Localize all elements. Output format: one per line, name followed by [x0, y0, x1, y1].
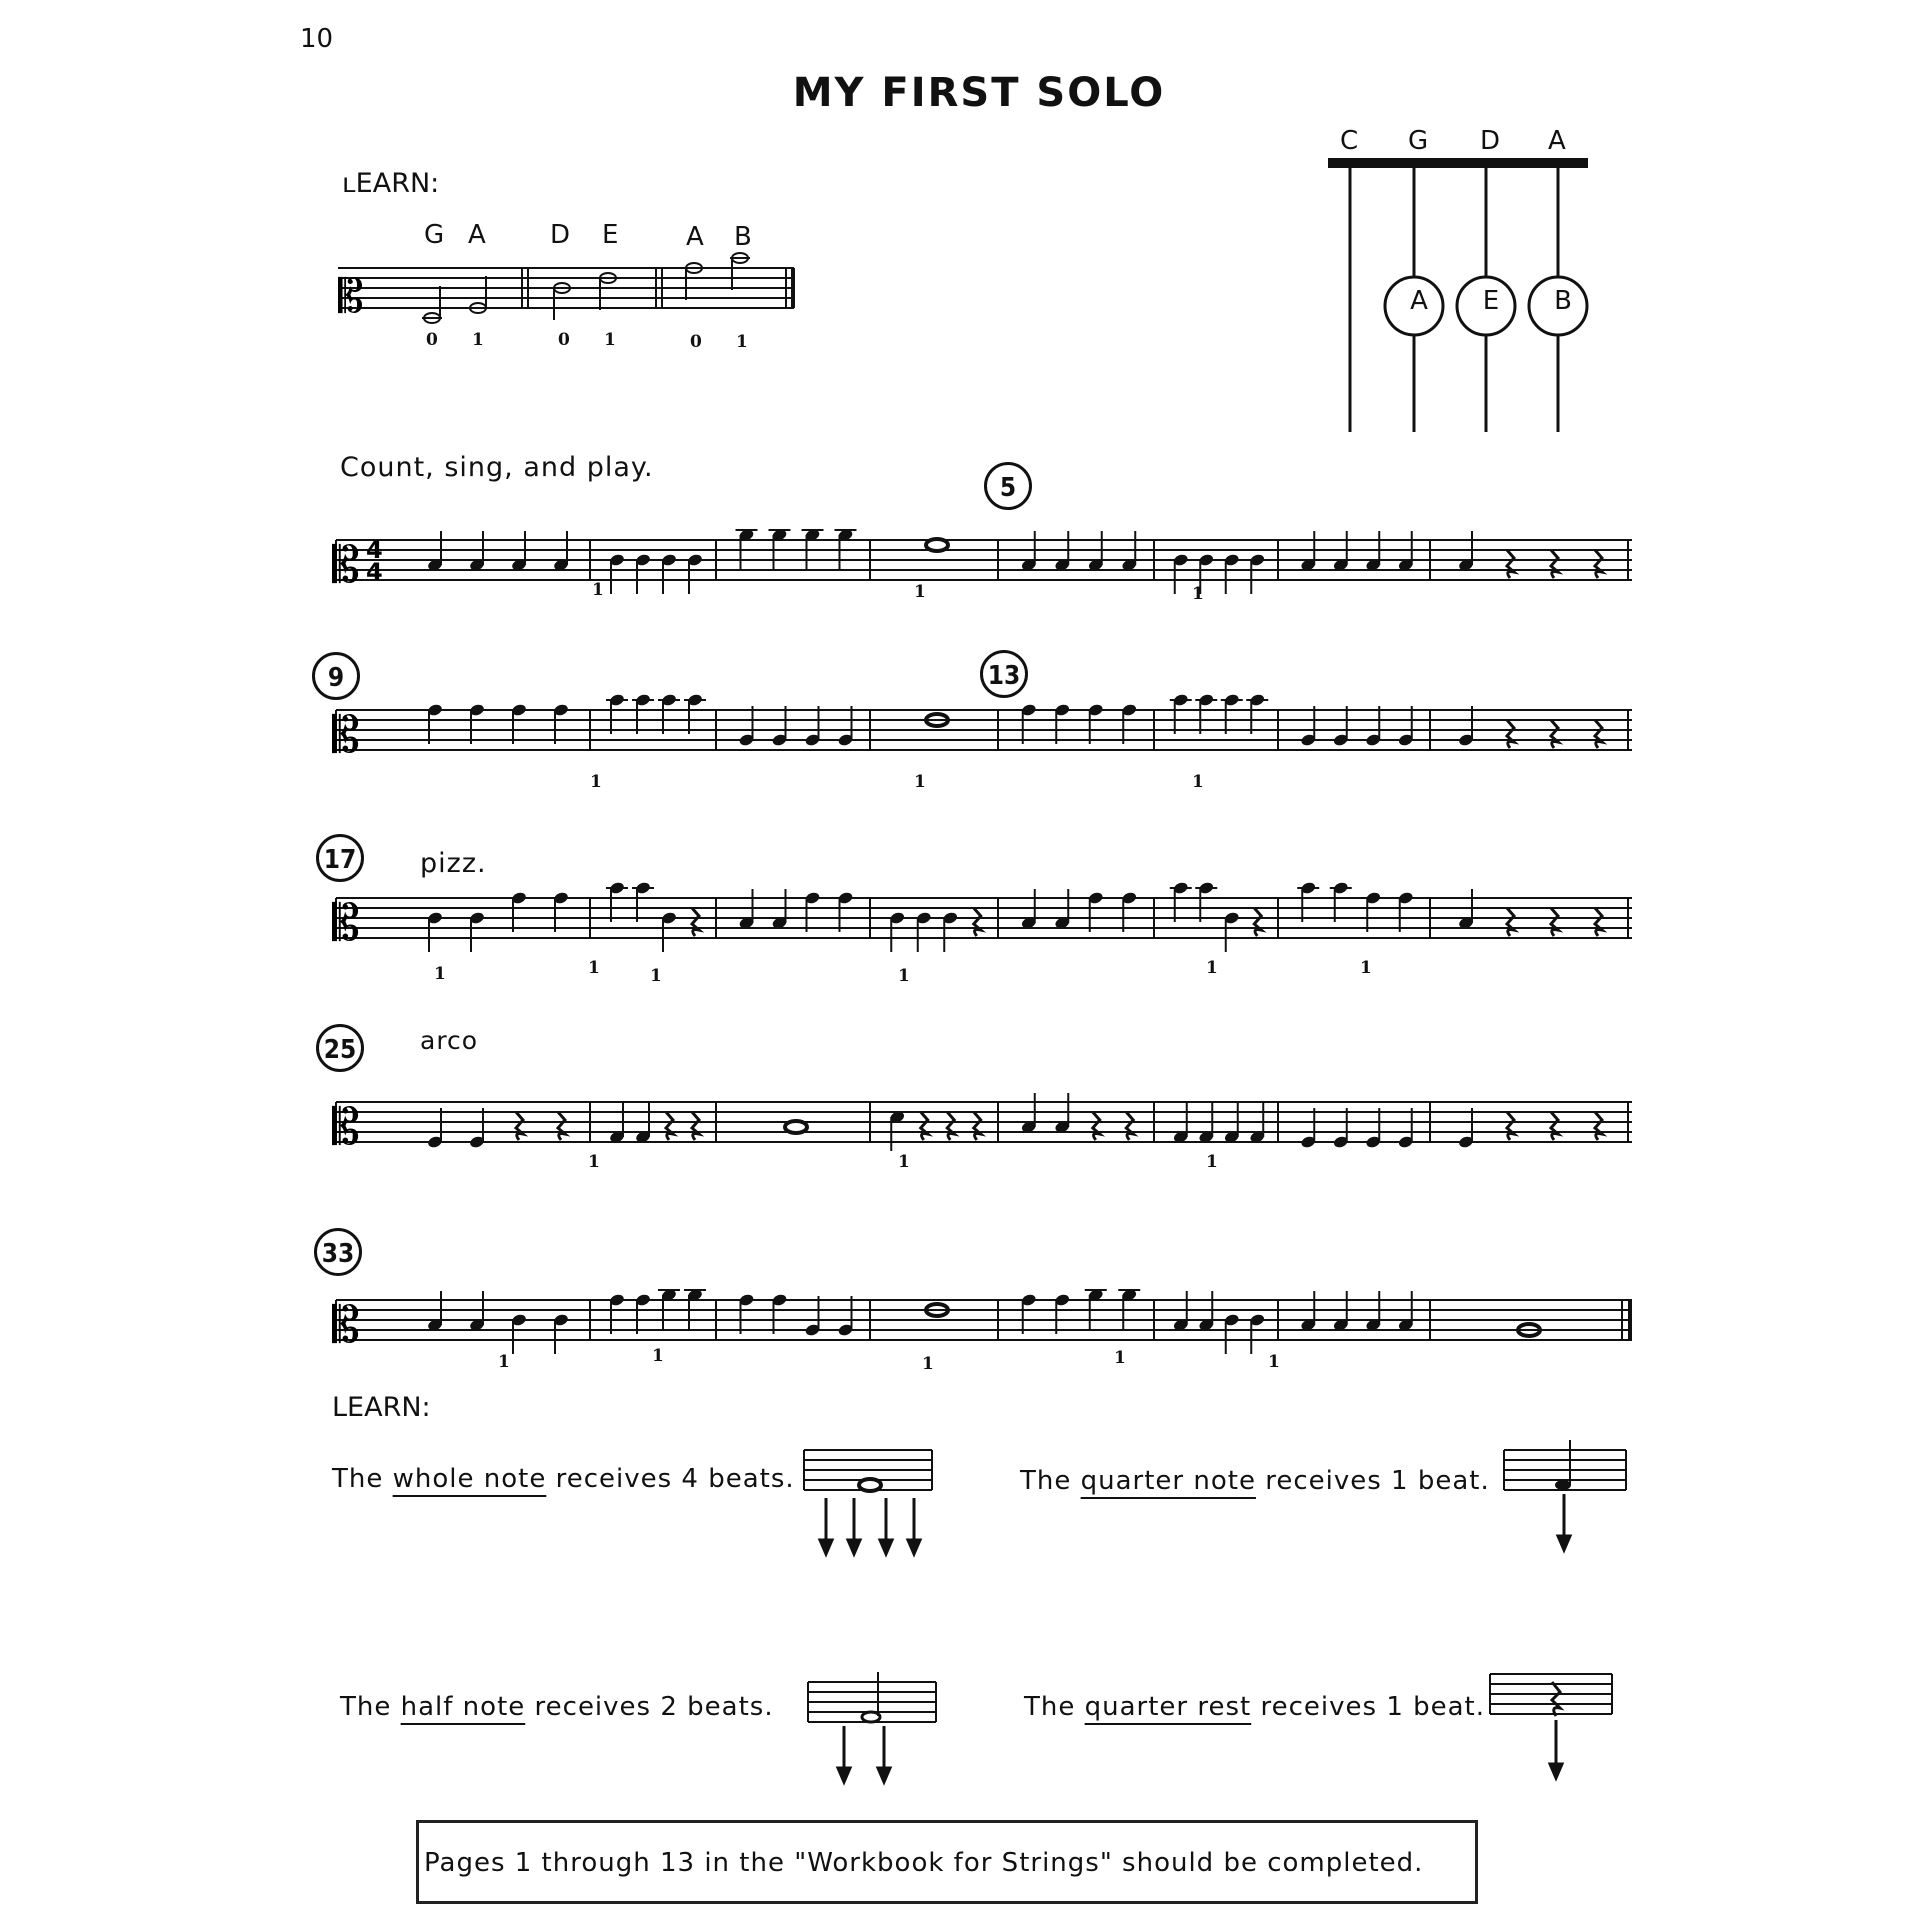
fingering: 1: [604, 330, 616, 350]
fingering: 1: [1114, 1348, 1126, 1368]
fingering: 1: [1192, 772, 1204, 792]
svg-text:4: 4: [366, 558, 383, 586]
music-staff-row-3: [330, 848, 1640, 978]
svg-text:𝄡: 𝄡: [332, 1296, 360, 1354]
fingering: 1: [1268, 1352, 1280, 1372]
learn-staff-top: [336, 250, 806, 334]
quarter-rest-sentence: The quarter rest receives 1 beat.: [1024, 1692, 1486, 1722]
measure-number-circle: 9: [312, 652, 360, 700]
note-name: D: [550, 220, 571, 250]
note-name: E: [602, 220, 619, 250]
measure-number-circle: 5: [984, 462, 1032, 510]
technique-marking: arco: [420, 1026, 479, 1055]
measure-number-circle: 13: [980, 650, 1028, 698]
fingering: 1: [650, 966, 662, 986]
exercise-instruction: Count, sing, and play.: [340, 452, 654, 483]
note-name: B: [734, 222, 752, 252]
fingering: 1: [1206, 1152, 1218, 1172]
quarter-note-sentence: The quarter note receives 1 beat.: [1020, 1466, 1490, 1496]
fingering: 1: [434, 964, 446, 984]
measure-number-circle: 25: [316, 1024, 364, 1072]
fingering: 1: [1360, 958, 1372, 978]
page-number: 10: [300, 24, 334, 54]
fingering: 1: [922, 1354, 934, 1374]
term-quarter-note: quarter note: [1080, 1466, 1256, 1496]
fingering: 1: [1206, 958, 1218, 978]
svg-text:4: 4: [366, 536, 383, 564]
learn-label-bottom: LEARN:: [332, 1392, 431, 1423]
fingering: 1: [498, 1352, 510, 1372]
fingering: 1: [736, 332, 748, 352]
string-label: G: [1408, 126, 1429, 156]
svg-text:𝄡: 𝄡: [332, 1098, 360, 1156]
string-label: C: [1340, 126, 1359, 156]
fingering: 1: [592, 580, 604, 600]
whole-note-sentence: The whole note receives 4 beats.: [332, 1464, 795, 1494]
half-note-sentence: The half note receives 2 beats.: [340, 1692, 774, 1722]
fingering: 1: [898, 966, 910, 986]
finger-note-label: B: [1554, 286, 1572, 316]
page-title: MY FIRST SOLO: [792, 70, 1166, 116]
learn-label-top: ʟEARN:: [342, 168, 440, 199]
fingering: 1: [898, 1152, 910, 1172]
music-staff-row-5: [330, 1250, 1640, 1380]
svg-text:𝄡: 𝄡: [332, 706, 360, 764]
note-name: A: [468, 220, 486, 250]
note-name: A: [686, 222, 704, 252]
whole-note-beat-diagram: [800, 1444, 936, 1560]
fingering: 1: [914, 582, 926, 602]
term-whole-note: whole note: [392, 1464, 547, 1494]
measure-number-circle: 33: [314, 1228, 362, 1276]
footer-note: Pages 1 through 13 in the "Workbook for Strings" should be completed.: [424, 1848, 1424, 1878]
fingering: 1: [1192, 584, 1204, 604]
fingering: 0: [558, 330, 570, 350]
term-quarter-rest: quarter rest: [1084, 1692, 1252, 1722]
svg-text:𝄡: 𝄡: [332, 536, 360, 594]
technique-marking: pizz.: [420, 848, 487, 879]
svg-text:𝄡: 𝄡: [338, 269, 364, 323]
fingering: 0: [426, 330, 438, 350]
fingering: 1: [590, 772, 602, 792]
fingering: 1: [588, 958, 600, 978]
measure-number-circle: 17: [316, 834, 364, 882]
note-name: G: [424, 220, 445, 250]
finger-note-label: E: [1482, 286, 1500, 316]
string-label: A: [1548, 126, 1566, 156]
quarter-rest-beat-diagram: [1486, 1664, 1616, 1788]
fingering: 1: [652, 1346, 664, 1366]
fingering: 1: [588, 1152, 600, 1172]
term-half-note: half note: [400, 1692, 526, 1722]
fingering: 1: [914, 772, 926, 792]
quarter-note-beat-diagram: [1500, 1438, 1630, 1558]
music-staff-row-1: [330, 490, 1640, 620]
svg-text:𝄡: 𝄡: [332, 894, 360, 952]
fingering: 0: [690, 332, 702, 352]
string-label: D: [1480, 126, 1501, 156]
fingering: 1: [472, 330, 484, 350]
finger-note-label: A: [1410, 286, 1428, 316]
half-note-beat-diagram: [804, 1670, 940, 1788]
music-staff-row-4: [330, 1052, 1640, 1182]
